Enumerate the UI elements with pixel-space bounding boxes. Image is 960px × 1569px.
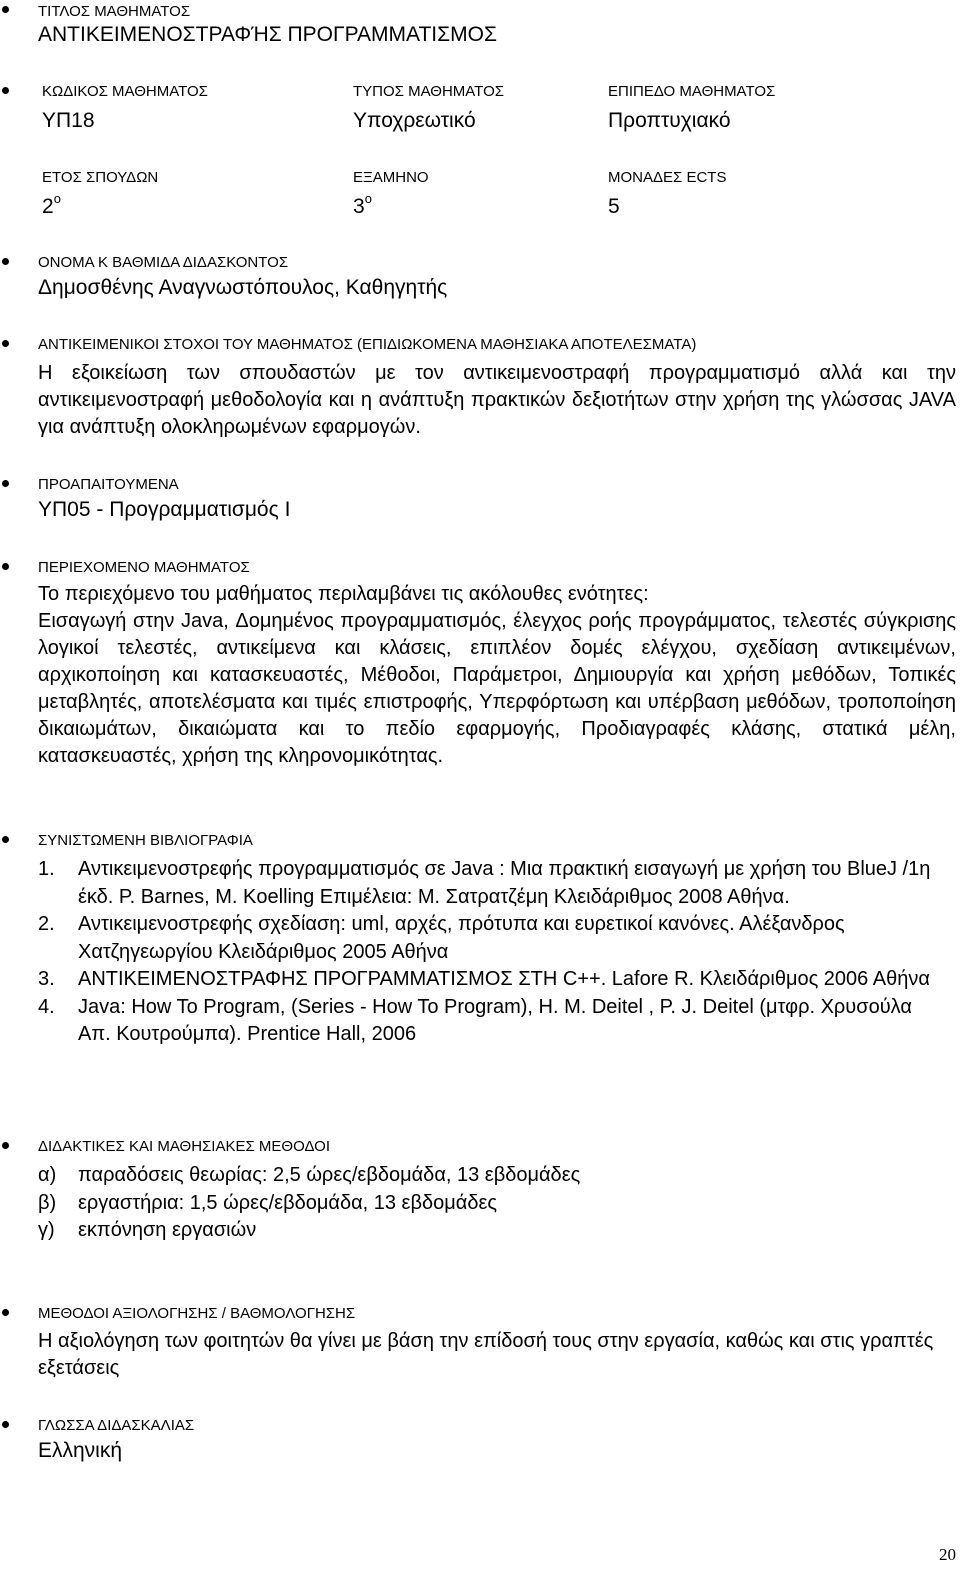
content-heading: ΠΕΡΙΕΧΟΜΕΝΟ ΜΑΘΗΜΑΤΟΣ <box>38 559 250 576</box>
content-intro: Το περιεχόμενο του μαθήματος περιλαμβάνει τις ακόλουθες ενότητες: <box>38 583 649 605</box>
ects-value: 5 <box>608 195 620 218</box>
bullet-icon <box>2 1421 9 1428</box>
bullet-icon <box>2 480 9 487</box>
course-title-value: ΑΝΤΙΚΕΙΜΕΝΟΣΤΡΑΦΉΣ ΠΡΟΓΡΑΜΜΑΤΙΣΜΟΣ <box>38 23 497 46</box>
course-level-value: Προπτυχιακό <box>608 109 731 132</box>
bibliography-list <box>38 856 938 1049</box>
objectives-text: Η εξοικείωση των σπουδαστών με τον αντικειμενοστραφή προγραμματισμό αλλά και την αντικειμενοστραφή μεθοδολογία και η ανάπτυξη πρακτικών δεξιοτήτων στην χρήση της γλώσσας JAVA για ανάπτυξη ολοκληρωμένων εφαρμογών. <box>38 362 956 438</box>
semester-heading: ΕΞΑΜΗΝΟ <box>353 169 429 186</box>
list-item: 1. Αντικειμενοστρεφής προγραμματισμός σε Java : Μια πρακτική εισαγωγή με χρήση του BlueJ /1η έκδ. P. Barnes, M. Koelling Επιμέλεια: Μ. Σατρατζέμη Κλειδάριθμος 2008 Αθήνα. <box>38 858 931 908</box>
prerequisites-heading: ΠΡΟΑΠΑΙΤΟΥΜΕΝΑ <box>38 476 179 493</box>
instructor-value: Δημοσθένης Αναγνωστόπουλος, Καθηγητής <box>38 276 448 299</box>
bullet-icon <box>2 258 9 265</box>
list-item: γ) εκπόνηση εργασιών <box>38 1219 257 1241</box>
course-level-block <box>608 80 775 134</box>
bullet-icon <box>2 340 9 347</box>
list-item: 4. Java: How To Program, (Series - How To Program), H. M. Deitel , P. J. Deitel (μτφρ. Χρυσούλα Απ. Κουτρούμπα). Prentice Hall, 2006 <box>38 995 912 1045</box>
course-type-value: Υποχρεωτικό <box>353 109 476 132</box>
semester-block <box>353 166 429 220</box>
course-type-block <box>353 80 504 134</box>
semester-value: $3^o$ <box>353 191 372 218</box>
teaching-methods-heading: ΔΙΔΑΚΤΙΚΕΣ ΚΑΙ ΜΑΘΗΣΙΑΚΕΣ ΜΕΘΟΔΟΙ <box>38 1138 330 1155</box>
assessment-heading: ΜΕΘΟΔΟΙ ΑΞΙΟΛΟΓΗΣΗΣ / ΒΑΘΜΟΛΟΓΗΣΗΣ <box>38 1305 356 1322</box>
course-code-heading: ΚΩΔΙΚΟΣ ΜΑΘΗΜΑΤΟΣ <box>42 83 208 100</box>
bullet-icon <box>2 6 9 13</box>
course-title-heading: ΤΙΤΛΟΣ ΜΑΘΗΜΑΤΟΣ <box>38 3 191 20</box>
content-text: Εισαγωγή στην Java, Δομημένος προγραμματισμός, έλεγχος ροής προγράμματος, τελεστές σύγκρισης λογικοί τελεστές, αντικείμενα και κλάσεις, επιπλέον δομές ελέγχου, σχεδίαση αντικειμένων, αρχικοποίηση και κατασκευαστές, Μέθοδοι, Παράμετροι, Δημιουργία και χρήση μεθόδων, Τοπικές μεταβλητές, αποτελέσματα και τιμές επιστροφής, Υπερφόρτωση και υπέρβαση μεθόδων, τροποποίηση δικαιωμάτων, δικαιώματα και το πεδίο εφαρμογής, Προδιαγραφές κλάσης, στατικά μέλη, κατασκευαστές, χρήση της κληρονομικότητας. <box>38 610 956 767</box>
list-item: α) παραδόσεις θεωρίας: 2,5 ώρες/εβδομάδα, 13 εβδομάδες <box>38 1164 581 1186</box>
list-item: 3. ΑΝΤΙΚΕΙΜΕΝΟΣΤΡΑΦΗΣ ΠΡΟΓΡΑΜΜΑΤΙΣΜΟΣ ΣΤΗ C++. Lafore R. Κλειδάριθμος 2006 Αθήνα <box>38 968 930 990</box>
course-code-value: ΥΠ18 <box>42 109 95 132</box>
instructor-heading: ΟΝΟΜΑ Κ ΒΑΘΜΙΔΑ ΔΙΔΑΣΚΟΝΤΟΣ <box>38 254 289 271</box>
bullet-icon <box>2 1309 9 1316</box>
study-year-heading: ΕΤΟΣ ΣΠΟΥΔΩΝ <box>42 169 159 186</box>
bibliography-heading: ΣΥΝΙΣΤΩΜΕΝΗ ΒΙΒΛΙΟΓΡΑΦΙΑ <box>38 832 253 849</box>
bullet-icon <box>2 563 9 570</box>
bullet-icon <box>2 87 9 94</box>
list-item: β) εργαστήρια: 1,5 ώρες/εβδομάδα, 13 εβδομάδες <box>38 1191 498 1214</box>
study-year-value: $2^o$ <box>42 191 61 218</box>
objectives-heading: ΑΝΤΙΚΕΙΜΕΝΙΚΟΙ ΣΤΟΧΟΙ ΤΟΥ ΜΑΘΗΜΑΤΟΣ (ΕΠΙΔΙΩΚΟΜΕΝΑ ΜΑΘΗΣΙΑΚΑ ΑΠΟΤΕΛΕΣΜΑΤΑ) <box>38 336 697 353</box>
ects-block <box>608 166 726 220</box>
prerequisites-value: ΥΠ05 - Προγραμματισμός Ι <box>38 498 291 521</box>
ects-heading: ΜΟΝΑΔΕΣ ECTS <box>608 169 727 186</box>
page-number: 20 <box>939 1545 956 1564</box>
bullet-icon <box>2 1142 9 1149</box>
teaching-methods-list <box>38 1162 580 1245</box>
bullet-icon <box>2 836 9 843</box>
course-code-block <box>42 80 208 134</box>
list-item: 2. Αντικειμενοστρεφής σχεδίαση: uml, αρχές, πρότυπα και ευρετικοί κανόνες. Αλέξανδρος Χατζηγεωργίου Κλειδάριθμος 2005 Αθήνα <box>38 913 845 963</box>
language-value: Ελληνική <box>38 1439 123 1462</box>
language-heading: ΓΛΩΣΣΑ ΔΙΔΑΣΚΑΛΙΑΣ <box>38 1417 195 1434</box>
assessment-text: Η αξιολόγηση των φοιτητών θα γίνει με βάση την επίδοσή τους στην εργασία, καθώς και στις γραπτές εξετάσεις <box>38 1330 934 1379</box>
course-level-heading: ΕΠΙΠΕΔΟ ΜΑΘΗΜΑΤΟΣ <box>608 83 776 100</box>
study-year-block <box>42 166 158 220</box>
course-type-heading: ΤΥΠΟΣ ΜΑΘΗΜΑΤΟΣ <box>353 83 505 100</box>
